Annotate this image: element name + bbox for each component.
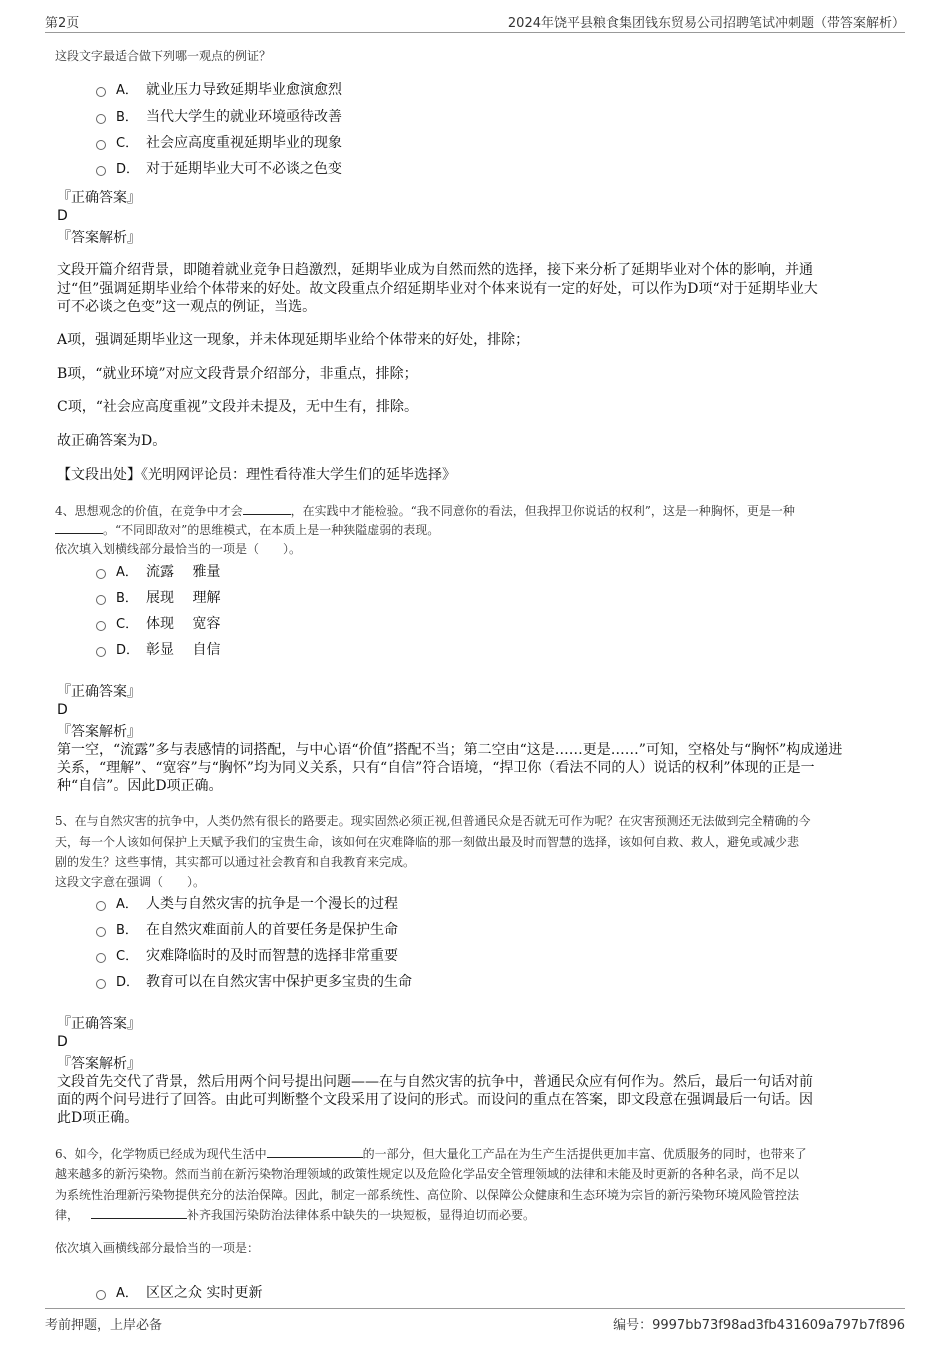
q3-analysis-line-1: 文段开篇介绍背景，即随着就业竞争日趋激烈，延期毕业成为自然而然的选择，接下来分析了延期毕业对个体的影响，并通 [57,262,813,278]
q6-stem-line-2: 越来越多的新污染物。然而当前在新污染物治理领域的政策性规定以及危险化学品安全管理领域的法律和未能及时更新的各种名录，尚不足以 [55,1167,800,1181]
radio-icon[interactable] [96,569,106,579]
document-id: 编号：9997bb73f98ad3fb431609a797b7f896 [613,1318,905,1333]
q4-option-b[interactable]: B． 展现 理解 [96,588,220,608]
page-footer [45,1308,905,1331]
radio-icon[interactable] [96,953,106,963]
radio-icon[interactable] [96,927,106,937]
radio-icon[interactable] [96,595,106,605]
fill-blank [55,521,103,534]
q5-stem-line-3: 剧的发生？这些事情，其实都可以通过社会教育和自我教育来完成。 [55,855,416,869]
q5-stem-line-2: 天，每一个人该如何保护上天赋予我们的宝贵生命，该如何在灾难降临的那一刻做出最及时而智慧的选择，该如何自救、救人，避免或减少悲 [55,835,800,849]
radio-icon[interactable] [96,901,106,911]
q4-analysis-line-2: 关系，“理解”、“宽容”与“胸怀”均为同义关系，只有“自信”符合语境，“捍卫你（看法不同的人）说话的权利”体现的正是一 [57,760,815,776]
q3-answer: D [57,208,68,224]
q5-answer-label: 『正确答案』 [57,1016,141,1032]
q4-analysis-line-3: 种“自信”。因此D项正确。 [57,778,223,794]
q4-option-d[interactable]: D． 彰显 自信 [96,640,220,660]
q6-prompt: 依次填入画横线部分最恰当的一项是： [55,1241,260,1255]
q3-analysis-line-3: 可不必谈之色变”这一观点的例证，当选。 [57,299,317,315]
page-number: 第2页 [45,16,80,31]
q4-option-a[interactable]: A． 流露 雅量 [96,562,220,582]
q6-stem-line-3: 为系统性治理新污染物提供充分的法治保障。因此，制定一部系统性、高位阶、以保障公众健康和生态环境为宗旨的新污染物环境风险管控法 [55,1188,800,1202]
q4-analysis-label: 『答案解析』 [57,724,141,740]
radio-icon[interactable] [96,166,106,176]
document-title: 2024年饶平县粮食集团钱东贸易公司招聘笔试冲刺题（带答案解析） [507,16,905,31]
radio-icon[interactable] [96,621,106,631]
q5-analysis-label: 『答案解析』 [57,1056,141,1072]
q5-option-b[interactable]: B． 在自然灾难面前人的首要任务是保护生命 [96,920,398,940]
q4-prompt: 依次填入划横线部分最恰当的一项是（ ）。 [55,542,302,556]
q5-analysis-line-1: 文段首先交代了背景，然后用两个问号提出问题——在与自然灾害的抗争中，普通民众应有何作为。然后，最后一句话对前 [57,1074,813,1090]
q3-analysis-line-2: 过“但”强调延期毕业给个体带来的好处。故文段重点介绍延期毕业对个体来说有一定的好处，可以作为D项“对于延期毕业大 [57,281,818,297]
q6-stem-line-1: 6、如今，化学物质已经成为现代生活中 的一部分，但大量化工产品在为生产生活提供更加丰富、优质服务的同时，也带来了 [55,1147,807,1161]
q3-answer-label: 『正确答案』 [57,190,141,206]
q4-stem-line-2: 。“不同即敌对”的思维模式，在本质上是一种狭隘虚弱的表现。 [55,521,439,539]
q5-analysis-line-3: 此D项正确。 [57,1110,139,1126]
footer-slogan: 考前押题，上岸必备 [45,1318,163,1333]
q3-reason-a: A项，强调延期毕业这一现象，并未体现延期毕业给个体带来的好处，排除； [57,332,530,348]
q4-analysis-line-1: 第一空，“流露”多与表感情的词搭配，与中心语“价值”搭配不当；第二空由“这是……更是……”可知，空格处与“胸怀”构成递进 [57,742,843,758]
q3-option-d[interactable]: D． 对于延期毕业大可不必谈之色变 [96,159,342,179]
q4-option-c[interactable]: C． 体现 宽容 [96,614,220,634]
q5-option-a[interactable]: A． 人类与自然灾害的抗争是一个漫长的过程 [96,894,398,914]
q5-option-c[interactable]: C． 灾难降临时的及时而智慧的选择非常重要 [96,946,398,966]
q3-reason-c: C项，“社会应高度重视”文段并未提及，无中生有，排除。 [57,399,419,415]
fill-blank [267,1145,363,1158]
q3-option-a[interactable]: A． 就业压力导致延期毕业愈演愈烈 [96,80,342,100]
radio-icon[interactable] [96,647,106,657]
fill-blank [91,1206,187,1219]
q4-answer: D [57,702,68,718]
q5-stem-line-1: 5、在与自然灾害的抗争中，人类仍然有很长的路要走。现实固然必须正视,但普通民众是否就无可作为呢？在灾害预测还无法做到完全精确的今 [55,814,811,828]
q3-source: 【文段出处】《光明网评论员：理性看待准大学生们的延毕选择》 [57,467,456,483]
q6-option-a[interactable]: A． 区区之众 实时更新 [96,1283,262,1303]
q5-analysis-line-2: 面的两个问号进行了回答。由此可判断整个文段采用了设问的形式。而设问的重点在答案，即文段意在强调最后一句话。因 [57,1092,813,1108]
q5-answer: D [57,1034,68,1050]
q5-option-d[interactable]: D． 教育可以在自然灾害中保护更多宝贵的生命 [96,972,412,992]
q6-stem-line-4: 律， 补齐我国污染防治法律体系中缺失的一块短板，显得迫切而必要。 [55,1208,536,1222]
q4-stem-line-1: 4、思想观念的价值，在竞争中才会 ，在实践中才能检验。“我不同意你的看法，但我捍卫你说话的权利”，这是一种胸怀，更是一种 [55,504,795,518]
q3-option-b[interactable]: B． 当代大学生的就业环境亟待改善 [96,107,342,127]
q3-conclusion: 故正确答案为D。 [57,433,167,449]
q4-answer-label: 『正确答案』 [57,684,141,700]
q3-analysis-label: 『答案解析』 [57,230,141,246]
q3-prompt: 这段文字最适合做下列哪一观点的例证？ [55,49,272,63]
q5-prompt: 这段文字意在强调（ ）。 [55,875,206,889]
radio-icon[interactable] [96,140,106,150]
q3-reason-b: B项，“就业环境”对应文段背景介绍部分，非重点，排除； [57,366,418,382]
radio-icon[interactable] [96,87,106,97]
q3-option-c[interactable]: C． 社会应高度重视延期毕业的现象 [96,133,342,153]
fill-blank [243,502,291,515]
page-header [45,12,905,33]
radio-icon[interactable] [96,979,106,989]
radio-icon[interactable] [96,114,106,124]
radio-icon[interactable] [96,1290,106,1300]
